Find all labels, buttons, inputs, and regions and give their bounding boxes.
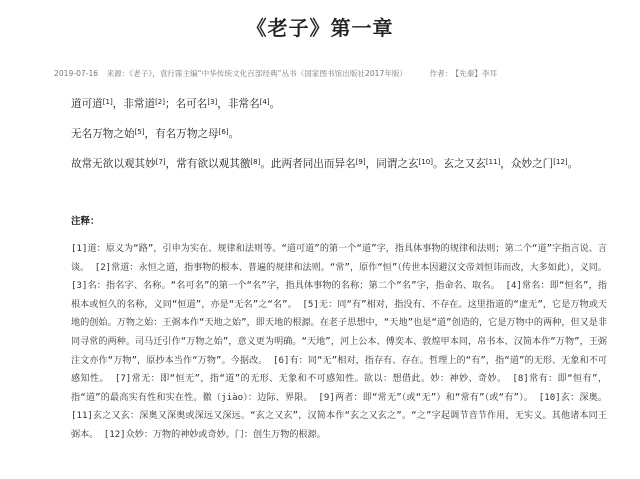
- note-marker[interactable]: [6]: [218, 128, 229, 136]
- note-marker[interactable]: [5]: [134, 128, 145, 136]
- publish-date: 2019-07-16: [54, 69, 99, 78]
- note-marker[interactable]: [7]: [155, 158, 166, 166]
- verse-line: 道可道[1]，非常道[2]；名可名[3]，非常名[4]。: [71, 98, 281, 110]
- note-marker[interactable]: [9]: [355, 158, 366, 166]
- note-marker[interactable]: [1]: [102, 98, 113, 106]
- notes-text: [1]道：原义为“路”，引申为实在、规律和法则等。“道可道”的第一个“道”字，指具体事物的规律和法则；第二个“道”字指言说、言谈。 [2]常道：永恒之道，指事物的根本、普遍的规律和法则。“常”，原作“恒”（传世本因避汉文帝刘恒讳而改，大多如此），义同。 [3]名：指名字、名称。“名可名”的第一个“名”字，指具体事物的名称；第二个“名”字，指命名、取名。 [4]常名：即“恒名”，指根本或恒久的名称，义同“恒道”，亦是“无名”之“名”。 [5]无：同“有”相对，指没有、不存在。这里指道的“虚无”，它是万物或天地的创始。万物之始：王弼本作“天地之始”，即天地的根源。在老子思想中，“天地”也是“道”创造的，它是万物中的两种，但又是非同寻常的两种。司马迁引作“万物之始”，意义更为明确。“天地”，河上公本、傅奕本、敦煌甲本同，帛书本、汉简本作“万物”，王弼注文亦作“万物”，原抄本当作“万物”。今据改。 [6]有：同“无”相对，指存有、存在。哲理上的“有”，指“道”的无形、无象和不可感知性。 [7]常无：即“恒无”，指“道”的无形、无象和不可感知性。欲以：想借此。妙：神妙、奇妙。 [8]常有：即“恒有”，指“道”的最高实有性和实在性。徼（jiào）：边际、界限。 [9]两者：即“常无”（或“无”）和“常有”（或“有”）。 [10]玄：深奥。 [11]玄之又玄：深奥又深奥或深远又深远。“玄之又玄”，汉简本作“玄之又玄之”。“之”字起调节音节作用，无实义。其他诸本同王弼本。 [12]众妙：万物的神妙或奇妙。门：创生万物的根源。: [71, 244, 607, 440]
- note-marker[interactable]: [2]: [155, 98, 165, 106]
- note-marker[interactable]: [8]: [250, 158, 261, 166]
- note-marker[interactable]: [11]: [485, 158, 501, 166]
- note-marker[interactable]: [4]: [259, 98, 270, 106]
- article-title: 《老子》第一章: [246, 16, 394, 40]
- note-marker[interactable]: [12]: [553, 158, 568, 166]
- note-marker[interactable]: [10]: [418, 158, 433, 166]
- note-marker[interactable]: [3]: [207, 98, 218, 106]
- article-meta: [54, 68, 634, 79]
- verse-line: 无名万物之始[5]，有名万物之母[6]。: [71, 128, 240, 140]
- notes-heading: 注释：: [71, 216, 100, 227]
- verse-line: 故常无欲以观其妙[7]，常有欲以观其徼[8]。此两者同出而异名[9]，同谓之玄[10]。玄之又玄[11]，众妙之门[12]。: [71, 158, 579, 170]
- source-text: 来源：《老子》，袁行霈主编“中华传统文化百部经典”丛书（国家图书馆出版社2017年版）: [106, 69, 408, 78]
- author-label: 作者：: [429, 69, 453, 78]
- author-name: 【先秦】李耳: [455, 69, 498, 78]
